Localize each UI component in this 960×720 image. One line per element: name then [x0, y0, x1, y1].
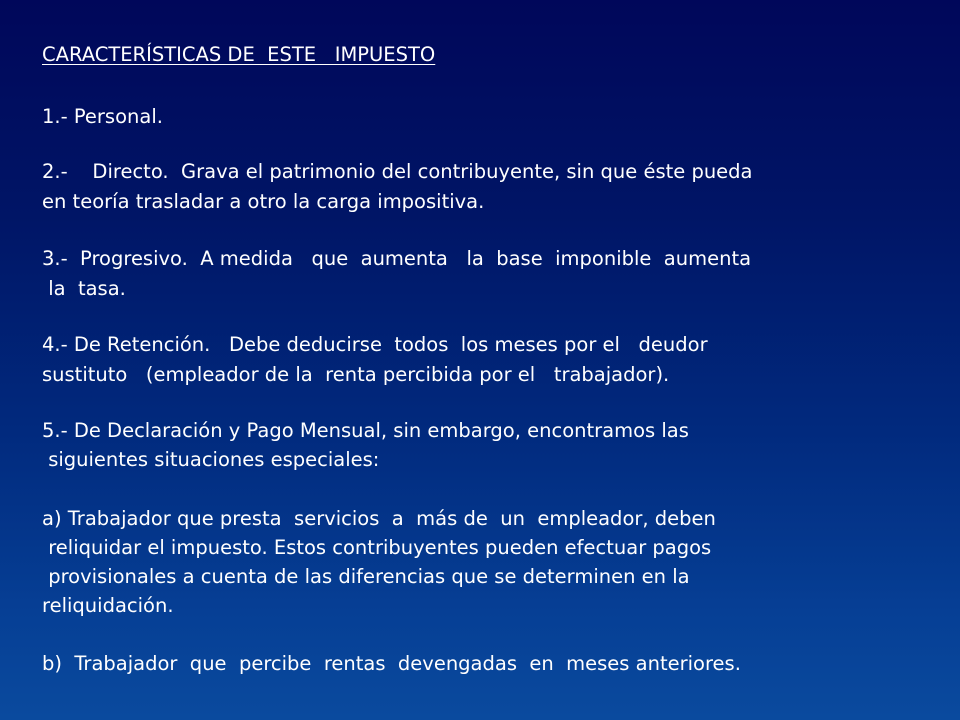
item-2-line-2: en teoría trasladar a otro la carga impositiva.: [42, 190, 485, 213]
item-a-line-1: a) Trabajador que presta servicios a más de un empleador, deben: [42, 507, 716, 530]
item-2-line-1: 2.- Directo. Grava el patrimonio del contribuyente, sin que éste pueda: [42, 160, 753, 183]
item-3-line-1: 3.- Progresivo. A medida que aumenta la base imponible aumenta: [42, 247, 752, 270]
item-b-line-1: b) Trabajador que percibe rentas devengadas en meses anteriores.: [42, 652, 741, 675]
item-a-line-2: reliquidar el impuesto. Estos contribuyentes pueden efectuar pagos: [42, 536, 712, 559]
item-1-line-1: 1.- Personal.: [42, 105, 163, 128]
item-5-line-1: 5.- De Declaración y Pago Mensual, sin embargo, encontramos las: [42, 419, 689, 442]
slide-title: CARACTERÍSTICAS DE ESTE IMPUESTO: [42, 43, 436, 66]
item-4-line-1: 4.- De Retención. Debe deducirse todos los meses por el deudor: [42, 333, 708, 356]
item-5-line-2: siguientes situaciones especiales:: [42, 448, 380, 471]
item-a-line-4: reliquidación.: [42, 594, 174, 617]
item-3-line-2: la tasa.: [42, 277, 126, 300]
item-a-line-3: provisionales a cuenta de las diferencias que se determinen en la: [42, 565, 690, 588]
item-4-line-2: sustituto (empleador de la renta percibida por el trabajador).: [42, 363, 670, 386]
